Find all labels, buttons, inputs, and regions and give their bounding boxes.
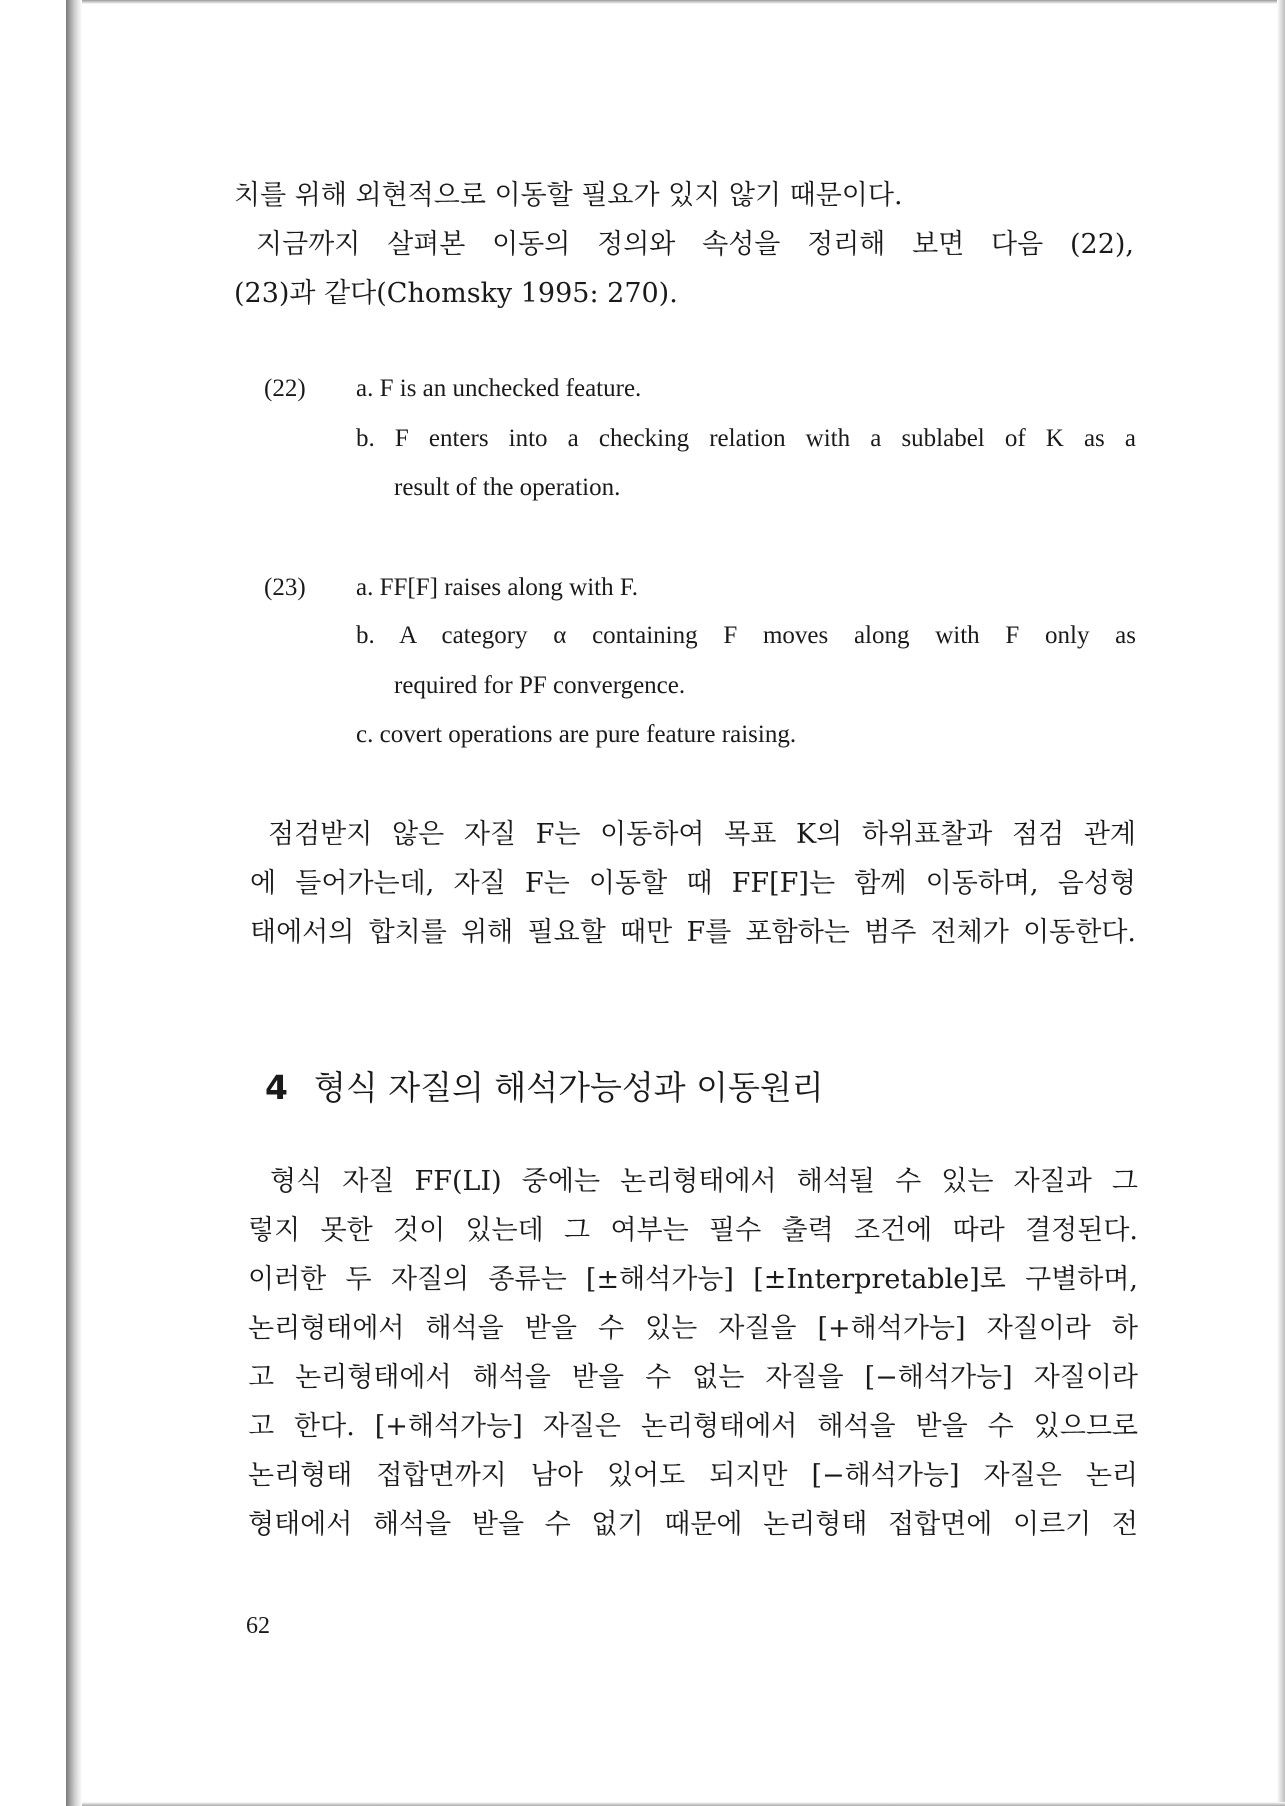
section-heading — [265, 1062, 824, 1109]
paragraph-line: 논리형태 접합면까지 남아 있어도 되지만 [−해석가능] 자질은 논리 — [248, 1460, 1138, 1491]
paragraph-middle — [250, 810, 1136, 957]
example-line: a. FF[F] raises along with F. — [356, 574, 639, 601]
example-line: b. A category α containing F moves along with F only as — [356, 622, 1136, 649]
example-line: b. F enters into a checking relation with a sublabel of K as a — [356, 425, 1136, 452]
paragraph-line: 형식 자질 FF(LI) 중에는 논리형태에서 해석될 수 있는 자질과 그 — [270, 1166, 1138, 1197]
paragraph-line: (23)과 같다(Chomsky 1995: 270). — [234, 278, 678, 309]
paragraph-line: 형태에서 해석을 받을 수 없기 때문에 논리형태 접합면에 이르기 전 — [248, 1509, 1138, 1540]
paragraph-line: 고 한다. [+해석가능] 자질은 논리형태에서 해석을 받을 수 있으므로 — [248, 1411, 1138, 1442]
section-title: 형식 자질의 해석가능성과 이동원리 — [313, 1068, 824, 1107]
paragraph-line: 에 들어가는데, 자질 F는 이동할 때 FF[F]는 함께 이동하며, 음성형 — [250, 868, 1136, 899]
paragraph-line: 점검받지 않은 자질 F는 이동하여 목표 K의 하위표찰과 점검 관계 — [268, 819, 1136, 850]
paragraph-bottom — [248, 1157, 1138, 1549]
section-number: 4 — [265, 1068, 288, 1107]
page-number: 62 — [246, 1613, 270, 1639]
example-number: (23) — [264, 574, 306, 601]
paragraph-line: 렇지 못한 것이 있는데 그 여부는 필수 출력 조건에 따라 결정된다. — [248, 1215, 1138, 1246]
paragraph-line: 논리형태에서 해석을 받을 수 있는 자질을 [+해석가능] 자질이라 하 — [248, 1313, 1138, 1344]
example-line: a. F is an unchecked feature. — [356, 375, 642, 402]
paragraph-line: 지금까지 살펴본 이동의 정의와 속성을 정리해 보면 다음 (22), — [256, 229, 1134, 260]
example-number: (22) — [264, 375, 306, 402]
example-line: c. covert operations are pure feature raising. — [356, 721, 797, 748]
paragraph-line: 태에서의 합치를 위해 필요할 때만 F를 포함하는 범주 전체가 이동한다. — [250, 917, 1136, 948]
paragraph-line: 이러한 두 자질의 종류는 [±해석가능] [±Interpretable]로 구별하며, — [248, 1264, 1138, 1295]
paragraph-line: 고 논리형태에서 해석을 받을 수 없는 자질을 [−해석가능] 자질이라 — [248, 1362, 1138, 1393]
paragraph-line: 치를 위해 외현적으로 이동할 필요가 있지 않기 때문이다. — [234, 180, 903, 211]
example-line: required for PF convergence. — [394, 672, 686, 699]
example-line: result of the operation. — [394, 474, 621, 501]
